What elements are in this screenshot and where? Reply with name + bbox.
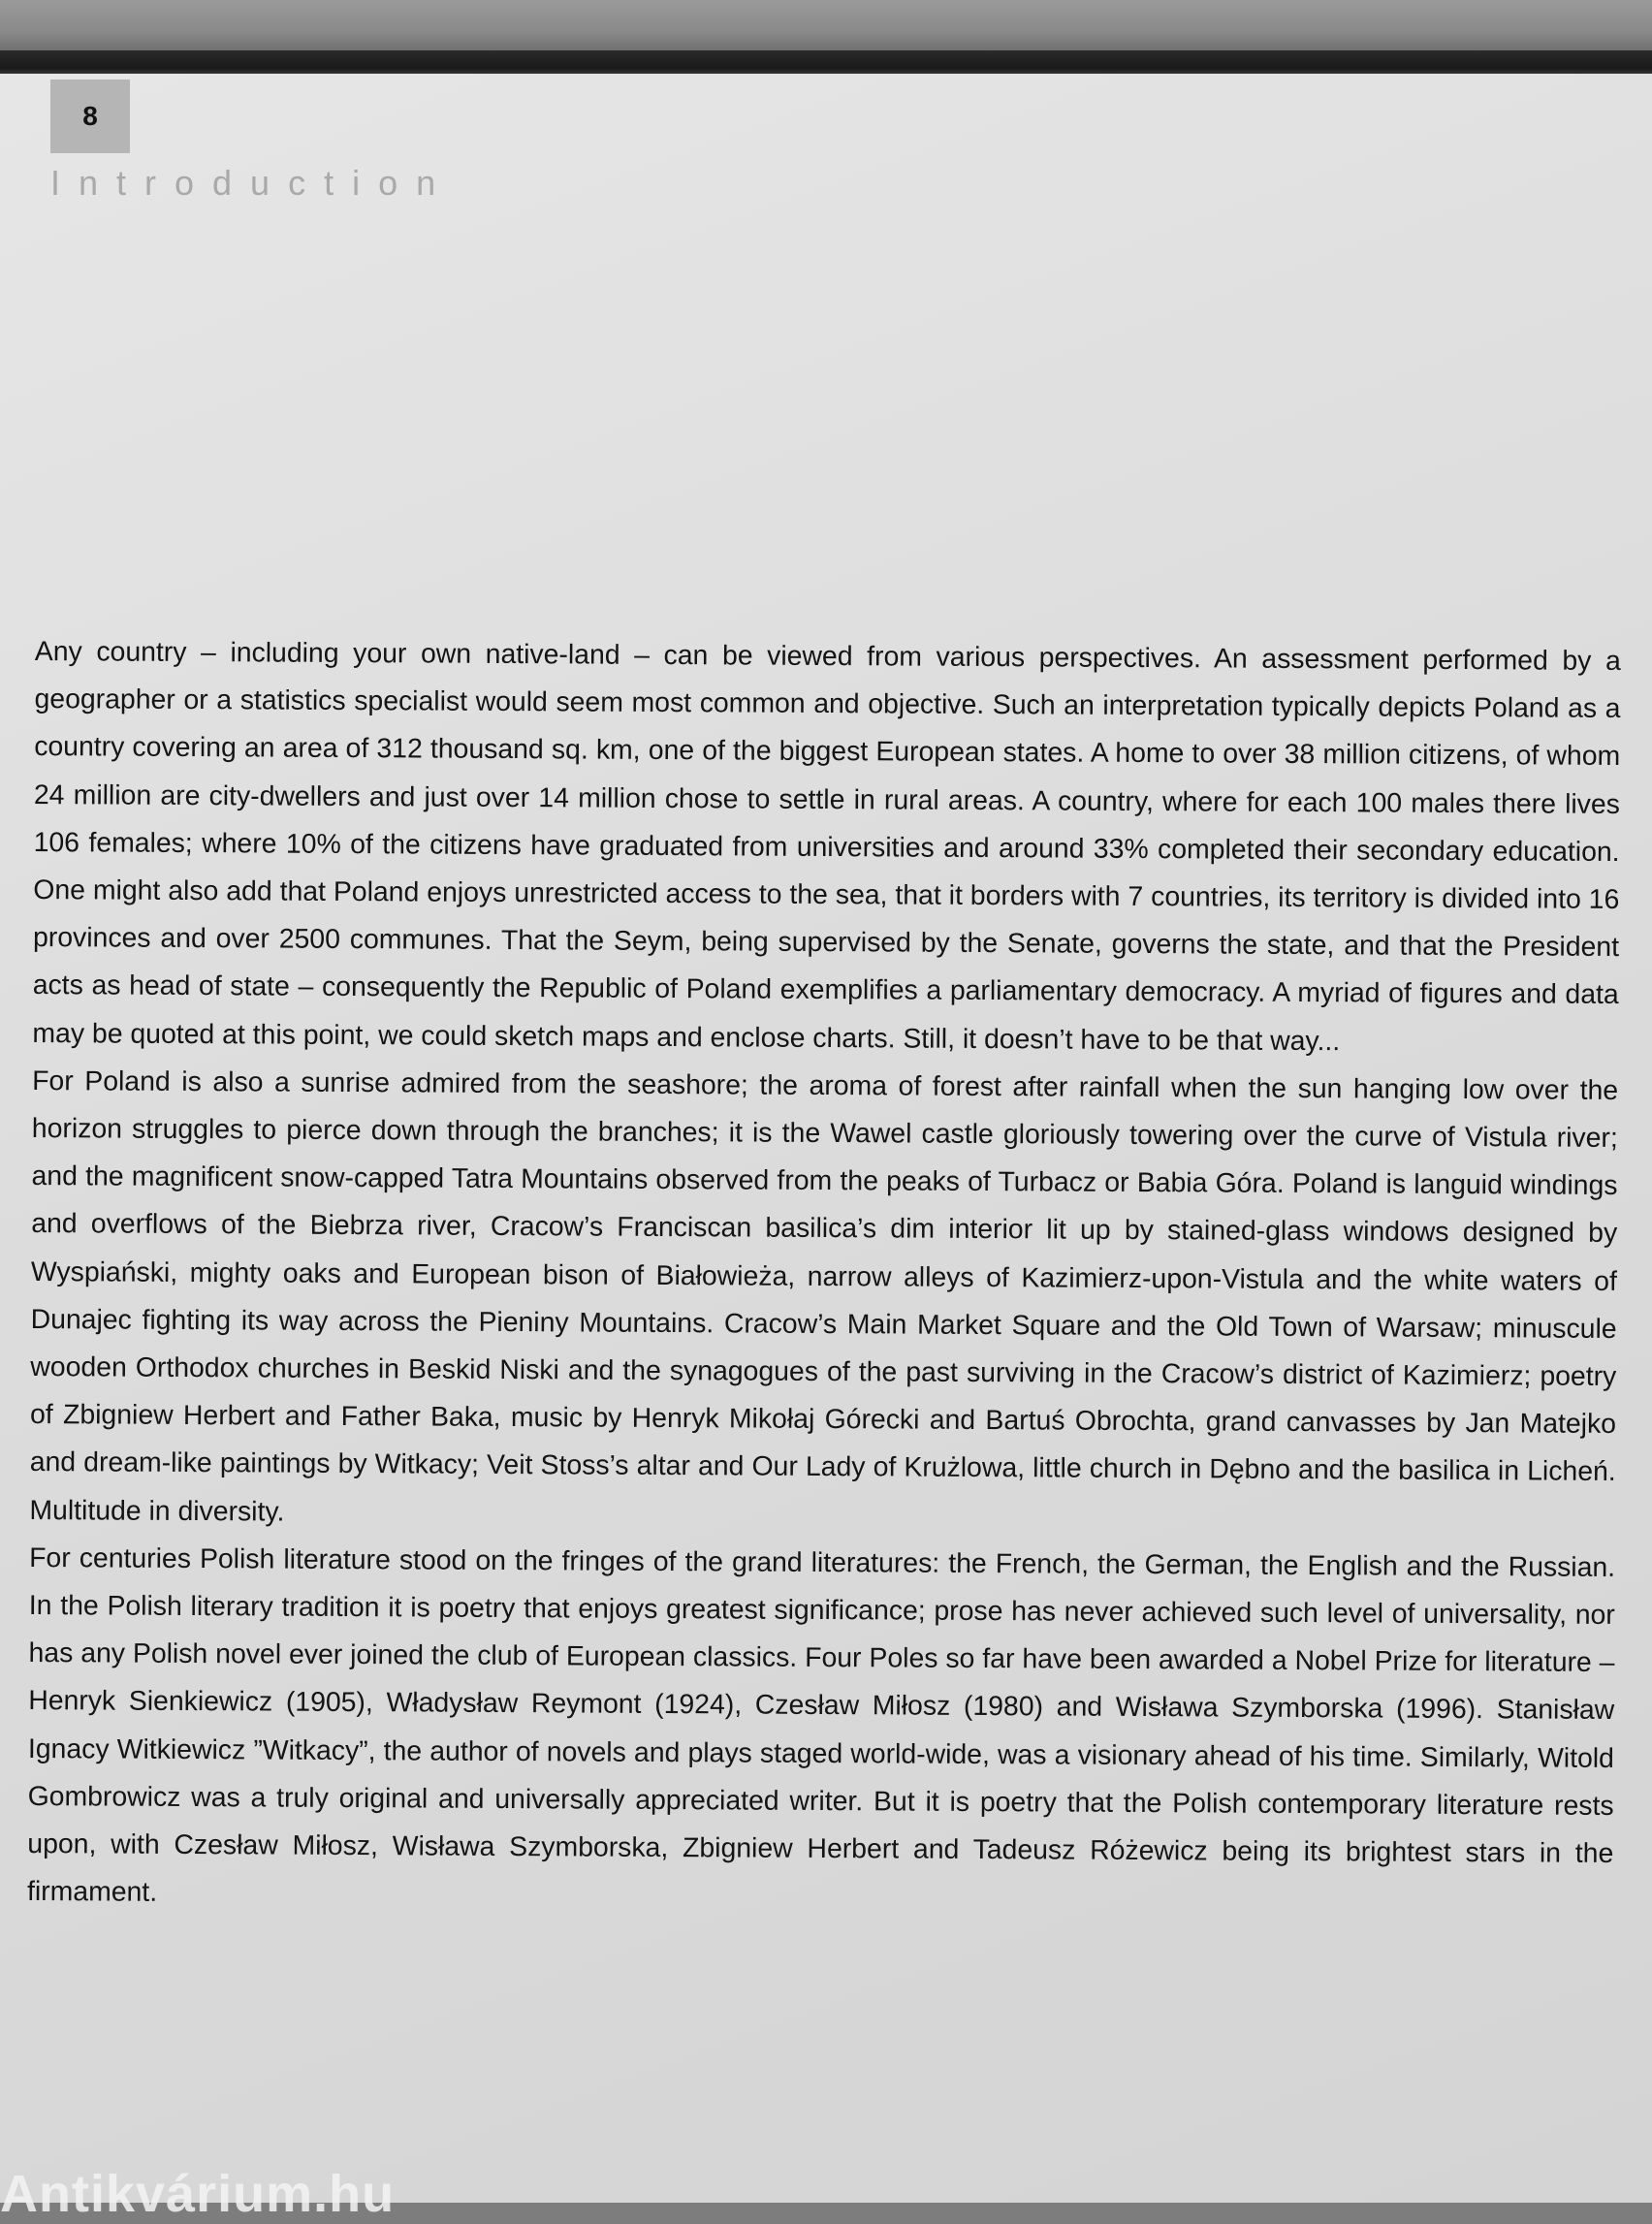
- page-number: 8: [82, 101, 98, 131]
- background-surface: [0, 0, 1652, 52]
- paragraph-2: For Poland is also a sunrise admired from the seashore; the aroma of forest after rainfall when the sun hanging low over the horizon struggles to pierce down through the branches; it is the Wawel castle gloriously towering over the curve of Vistula river; and the magnificent snow-capped Tatra Mountains observed from the peaks of Turbacz or Babia Góra. Poland is languid windings and overflows of the Biebrza river, Cracow’s Franciscan basilica’s dim interior lit up by stained-glass windows designed by Wyspiański, mighty oaks and European bison of Białowieża, narrow alleys of Kazimierz-upon-Vistula and the white waters of Dunajec fighting its way across the Pieniny Mountains. Cracow’s Main Market Square and the Old Town of Warsaw; minuscule wooden Orthodox churches in Beskid Niski and the synagogues of the past surviving in the Cracow’s district of Kazimierz; poetry of Zbigniew Herbert and Father Baka, music by Henryk Mikołaj Górecki and Bartuś Obrochta, grand canvasses by Jan Matejko and dream-like paintings by Witkacy; Veit Stoss’s altar and Our Lady of Krużlowa, little church in Dębno and the basilica in Licheń. Multitude in diversity.: [29, 1064, 1619, 1528]
- paragraph-1: Any country – including your own native-land – can be viewed from various perspectives. An assessment performed by a geographer or a statistics specialist would seem most common and objective. Such an interpretation typically depicts Poland as a country covering an area of 312 thousand sq. km, one of the biggest European states. A home to over 38 million citizens, of whom 24 million are city-dwellers and just over 14 million chose to settle in rural areas. A country, where for each 100 males there lives 106 females; where 10% of the citizens have graduated from universities and around 33% completed their secondary education. One might also add that Poland enjoys unrestricted access to the sea, that it borders with 7 countries, its territory is divided into 16 provinces and over 2500 communes. That the Seym, being supervised by the Senate, governs the state, and that the President acts as head of state – consequently the Republic of Poland exemplifies a parliamentary democracy. A myriad of figures and data may be quoted at this point, we could sketch maps and enclose charts. Still, it doesn’t have to be that way...: [32, 635, 1621, 1057]
- body-text: [27, 628, 1621, 1925]
- page-number-box: [50, 79, 130, 153]
- section-title: Introduction: [50, 163, 455, 203]
- watermark: Antikvárium.hu: [0, 2165, 396, 2223]
- paragraph-3: For centuries Polish literature stood on the fringes of the grand literatures: the French, the German, the English and the Russian. In the Polish literary tradition it is poetry that enjoys greatest significance; prose has never achieved such level of universality, nor has any Polish novel ever joined the club of European classics. Four Poles so far have been awarded a Nobel Prize for literature – Henryk Sienkiewicz (1905), Władysław Reymont (1924), Czesław Miłosz (1980) and Wisława Szymborska (1996). Stanisław Ignacy Witkiewicz ”Witkacy”, the author of novels and plays staged world-wide, was a visionary ahead of his time. Similarly, Witold Gombrowicz was a truly original and universally appreciated writer. But it is poetry that the Polish contemporary literature rests upon, with Czesław Miłosz, Wisława Szymborska, Zbigniew Herbert and Tadeusz Różewicz being its brightest stars in the firmament.: [26, 1541, 1616, 1909]
- book-edge: [0, 50, 1652, 76]
